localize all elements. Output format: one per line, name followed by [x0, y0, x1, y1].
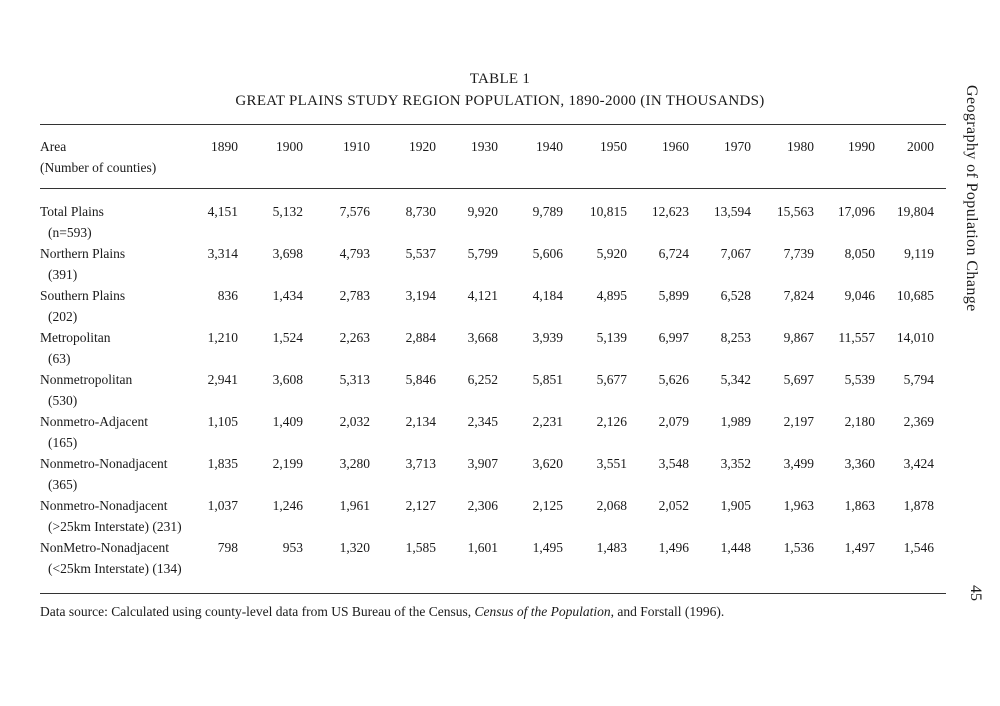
value-cell-1980: 15,563 — [776, 204, 814, 219]
area-cell — [40, 243, 192, 285]
value-cell-1890: 836 — [217, 288, 238, 303]
area-cell — [40, 327, 192, 369]
counties-header: (Number of counties) — [40, 160, 157, 175]
value-cell-1910: 5,313 — [339, 372, 370, 387]
table-row — [40, 201, 934, 243]
value-cell-1990: 1,497 — [844, 540, 875, 555]
value-cell-1930: 4,121 — [467, 288, 498, 303]
value-cell-1960: 5,899 — [658, 288, 689, 303]
value-cell-1920: 3,194 — [405, 288, 436, 303]
page-number: 45 — [967, 585, 984, 601]
value-cell-1970: 3,352 — [720, 456, 751, 471]
footnote-italic: Census of the Population — [474, 604, 611, 619]
value-cell-1930: 3,668 — [467, 330, 498, 345]
value-cell-1940: 5,606 — [532, 246, 563, 261]
value-cell-1950: 10,815 — [589, 204, 627, 219]
table-row — [40, 285, 934, 327]
value-cell-1910: 7,576 — [339, 204, 370, 219]
area-sub: (165) — [48, 435, 78, 450]
value-cell-1980: 2,197 — [783, 414, 814, 429]
value-cell-1920: 5,846 — [405, 372, 436, 387]
area-sub: (63) — [48, 351, 71, 366]
value-cell-1930: 5,799 — [467, 246, 498, 261]
value-cell-1980: 3,499 — [783, 456, 814, 471]
value-cell-2000: 9,119 — [904, 246, 934, 261]
area-name: Nonmetro-Nonadjacent — [40, 456, 168, 471]
year-header-1990: 1990 — [848, 139, 875, 154]
area-name: Northern Plains — [40, 246, 126, 261]
value-cell-1940: 2,231 — [532, 414, 563, 429]
value-cell-1960: 12,623 — [651, 204, 689, 219]
footnote — [40, 604, 724, 620]
value-cell-1970: 13,594 — [713, 204, 751, 219]
area-name: Total Plains — [40, 204, 104, 219]
value-cell-1930: 9,920 — [467, 204, 498, 219]
value-cell-1960: 1,496 — [658, 540, 689, 555]
area-cell — [40, 495, 192, 537]
value-cell-2000: 3,424 — [903, 456, 934, 471]
value-cell-1960: 2,079 — [658, 414, 689, 429]
value-cell-1940: 9,789 — [532, 204, 563, 219]
value-cell-1900: 2,199 — [272, 456, 303, 471]
year-header-1980: 1980 — [787, 139, 814, 154]
value-cell-1940: 2,125 — [532, 498, 563, 513]
table-row — [40, 411, 934, 453]
value-cell-1990: 1,863 — [844, 498, 875, 513]
value-cell-2000: 19,804 — [896, 204, 934, 219]
value-cell-1890: 1,037 — [207, 498, 238, 513]
value-cell-2000: 2,369 — [903, 414, 934, 429]
value-cell-2000: 14,010 — [896, 330, 934, 345]
value-cell-1940: 1,495 — [532, 540, 563, 555]
value-cell-1970: 5,342 — [720, 372, 751, 387]
value-cell-1980: 7,739 — [783, 246, 814, 261]
area-cell — [40, 537, 192, 579]
running-head: Geography of Population Change — [963, 85, 980, 312]
value-cell-1990: 8,050 — [844, 246, 875, 261]
area-sub: (530) — [48, 393, 78, 408]
value-cell-1990: 3,360 — [844, 456, 875, 471]
value-cell-1900: 953 — [282, 540, 303, 555]
value-cell-1960: 2,052 — [658, 498, 689, 513]
value-cell-1970: 6,528 — [720, 288, 751, 303]
header-rule — [40, 188, 946, 189]
area-name: Metropolitan — [40, 330, 111, 345]
bottom-rule — [40, 593, 946, 594]
year-header-1960: 1960 — [662, 139, 689, 154]
value-cell-1960: 3,548 — [658, 456, 689, 471]
value-cell-1910: 1,961 — [339, 498, 370, 513]
value-cell-1910: 2,263 — [339, 330, 370, 345]
value-cell-1900: 1,409 — [272, 414, 303, 429]
value-cell-1890: 2,941 — [207, 372, 238, 387]
value-cell-1970: 7,067 — [720, 246, 751, 261]
value-cell-2000: 1,878 — [903, 498, 934, 513]
value-cell-1950: 5,139 — [596, 330, 627, 345]
area-name: Nonmetro-Nonadjacent — [40, 498, 168, 513]
value-cell-1920: 2,127 — [405, 498, 436, 513]
value-cell-2000: 10,685 — [896, 288, 934, 303]
value-cell-1930: 2,306 — [467, 498, 498, 513]
year-header-1910: 1910 — [343, 139, 370, 154]
area-name: NonMetro-Nonadjacent — [40, 540, 169, 555]
value-cell-1950: 1,483 — [596, 540, 627, 555]
value-cell-2000: 5,794 — [903, 372, 934, 387]
area-cell — [40, 453, 192, 495]
value-cell-1890: 3,314 — [207, 246, 238, 261]
value-cell-1990: 2,180 — [844, 414, 875, 429]
area-cell — [40, 369, 192, 411]
area-name: Nonmetro-Adjacent — [40, 414, 148, 429]
area-cell — [40, 285, 192, 327]
year-header-1900: 1900 — [276, 139, 303, 154]
value-cell-1920: 2,884 — [405, 330, 436, 345]
value-cell-1940: 3,620 — [532, 456, 563, 471]
value-cell-1900: 1,246 — [272, 498, 303, 513]
year-header-1950: 1950 — [600, 139, 627, 154]
area-name: Southern Plains — [40, 288, 126, 303]
area-sub: (<25km Interstate) (134) — [48, 561, 182, 576]
value-cell-1920: 5,537 — [405, 246, 436, 261]
value-cell-1970: 1,989 — [720, 414, 751, 429]
value-cell-1950: 4,895 — [596, 288, 627, 303]
value-cell-1900: 3,698 — [272, 246, 303, 261]
value-cell-1950: 5,920 — [596, 246, 627, 261]
year-header-1930: 1930 — [471, 139, 498, 154]
year-header-1890: 1890 — [211, 139, 238, 154]
value-cell-1990: 5,539 — [844, 372, 875, 387]
area-sub: (>25km Interstate) (231) — [48, 519, 182, 534]
area-name: Nonmetropolitan — [40, 372, 133, 387]
value-cell-1890: 1,105 — [207, 414, 238, 429]
value-cell-1960: 5,626 — [658, 372, 689, 387]
value-cell-1980: 1,963 — [783, 498, 814, 513]
value-cell-1960: 6,997 — [658, 330, 689, 345]
value-cell-1960: 6,724 — [658, 246, 689, 261]
value-cell-1930: 1,601 — [467, 540, 498, 555]
value-cell-1980: 5,697 — [783, 372, 814, 387]
value-cell-1900: 3,608 — [272, 372, 303, 387]
value-cell-1900: 5,132 — [272, 204, 303, 219]
value-cell-1970: 1,448 — [720, 540, 751, 555]
year-header-1920: 1920 — [409, 139, 436, 154]
value-cell-1910: 3,280 — [339, 456, 370, 471]
year-header-1940: 1940 — [536, 139, 563, 154]
area-cell — [40, 411, 192, 453]
value-cell-1940: 4,184 — [532, 288, 563, 303]
value-cell-1980: 1,536 — [783, 540, 814, 555]
area-sub: (n=593) — [48, 225, 92, 240]
area-header: Area — [40, 139, 67, 154]
table-row — [40, 327, 934, 369]
table-row — [40, 453, 934, 495]
table-row — [40, 243, 934, 285]
year-header-2000: 2000 — [907, 139, 934, 154]
value-cell-1970: 8,253 — [720, 330, 751, 345]
table-title: GREAT PLAINS STUDY REGION POPULATION, 1890-2000 (IN THOUSANDS) — [235, 93, 765, 109]
top-rule — [40, 124, 946, 125]
value-cell-1950: 5,677 — [596, 372, 627, 387]
footnote-suffix: , and Forstall (1996). — [610, 604, 725, 619]
value-cell-1910: 4,793 — [339, 246, 370, 261]
value-cell-1930: 2,345 — [467, 414, 498, 429]
value-cell-1900: 1,434 — [272, 288, 303, 303]
value-cell-1990: 9,046 — [844, 288, 875, 303]
table-label: TABLE 1 — [469, 71, 531, 87]
table-row — [40, 369, 934, 411]
area-sub: (202) — [48, 309, 78, 324]
value-cell-1950: 3,551 — [596, 456, 627, 471]
value-cell-1920: 3,713 — [405, 456, 436, 471]
value-cell-1910: 1,320 — [339, 540, 370, 555]
value-cell-1950: 2,068 — [596, 498, 627, 513]
value-cell-1920: 2,134 — [405, 414, 436, 429]
footnote-prefix: Data source: Calculated using county-level data from US Bureau of the Census, — [40, 604, 475, 619]
table-row — [40, 495, 934, 537]
value-cell-1910: 2,783 — [339, 288, 370, 303]
area-sub: (365) — [48, 477, 78, 492]
value-cell-1990: 11,557 — [838, 330, 875, 345]
value-cell-1890: 798 — [217, 540, 238, 555]
value-cell-2000: 1,546 — [903, 540, 934, 555]
value-cell-1930: 3,907 — [467, 456, 498, 471]
value-cell-1930: 6,252 — [467, 372, 498, 387]
year-header-1970: 1970 — [724, 139, 751, 154]
value-cell-1980: 7,824 — [783, 288, 814, 303]
value-cell-1890: 4,151 — [207, 204, 238, 219]
value-cell-1920: 1,585 — [405, 540, 436, 555]
value-cell-1890: 1,835 — [207, 456, 238, 471]
table-row — [40, 537, 934, 579]
area-cell — [40, 201, 192, 243]
value-cell-1900: 1,524 — [272, 330, 303, 345]
value-cell-1990: 17,096 — [837, 204, 875, 219]
value-cell-1940: 5,851 — [532, 372, 563, 387]
value-cell-1980: 9,867 — [783, 330, 814, 345]
value-cell-1970: 1,905 — [720, 498, 751, 513]
value-cell-1890: 1,210 — [207, 330, 238, 345]
area-sub: (391) — [48, 267, 78, 282]
value-cell-1920: 8,730 — [405, 204, 436, 219]
value-cell-1910: 2,032 — [339, 414, 370, 429]
value-cell-1950: 2,126 — [596, 414, 627, 429]
value-cell-1940: 3,939 — [532, 330, 563, 345]
population-table — [40, 201, 934, 579]
